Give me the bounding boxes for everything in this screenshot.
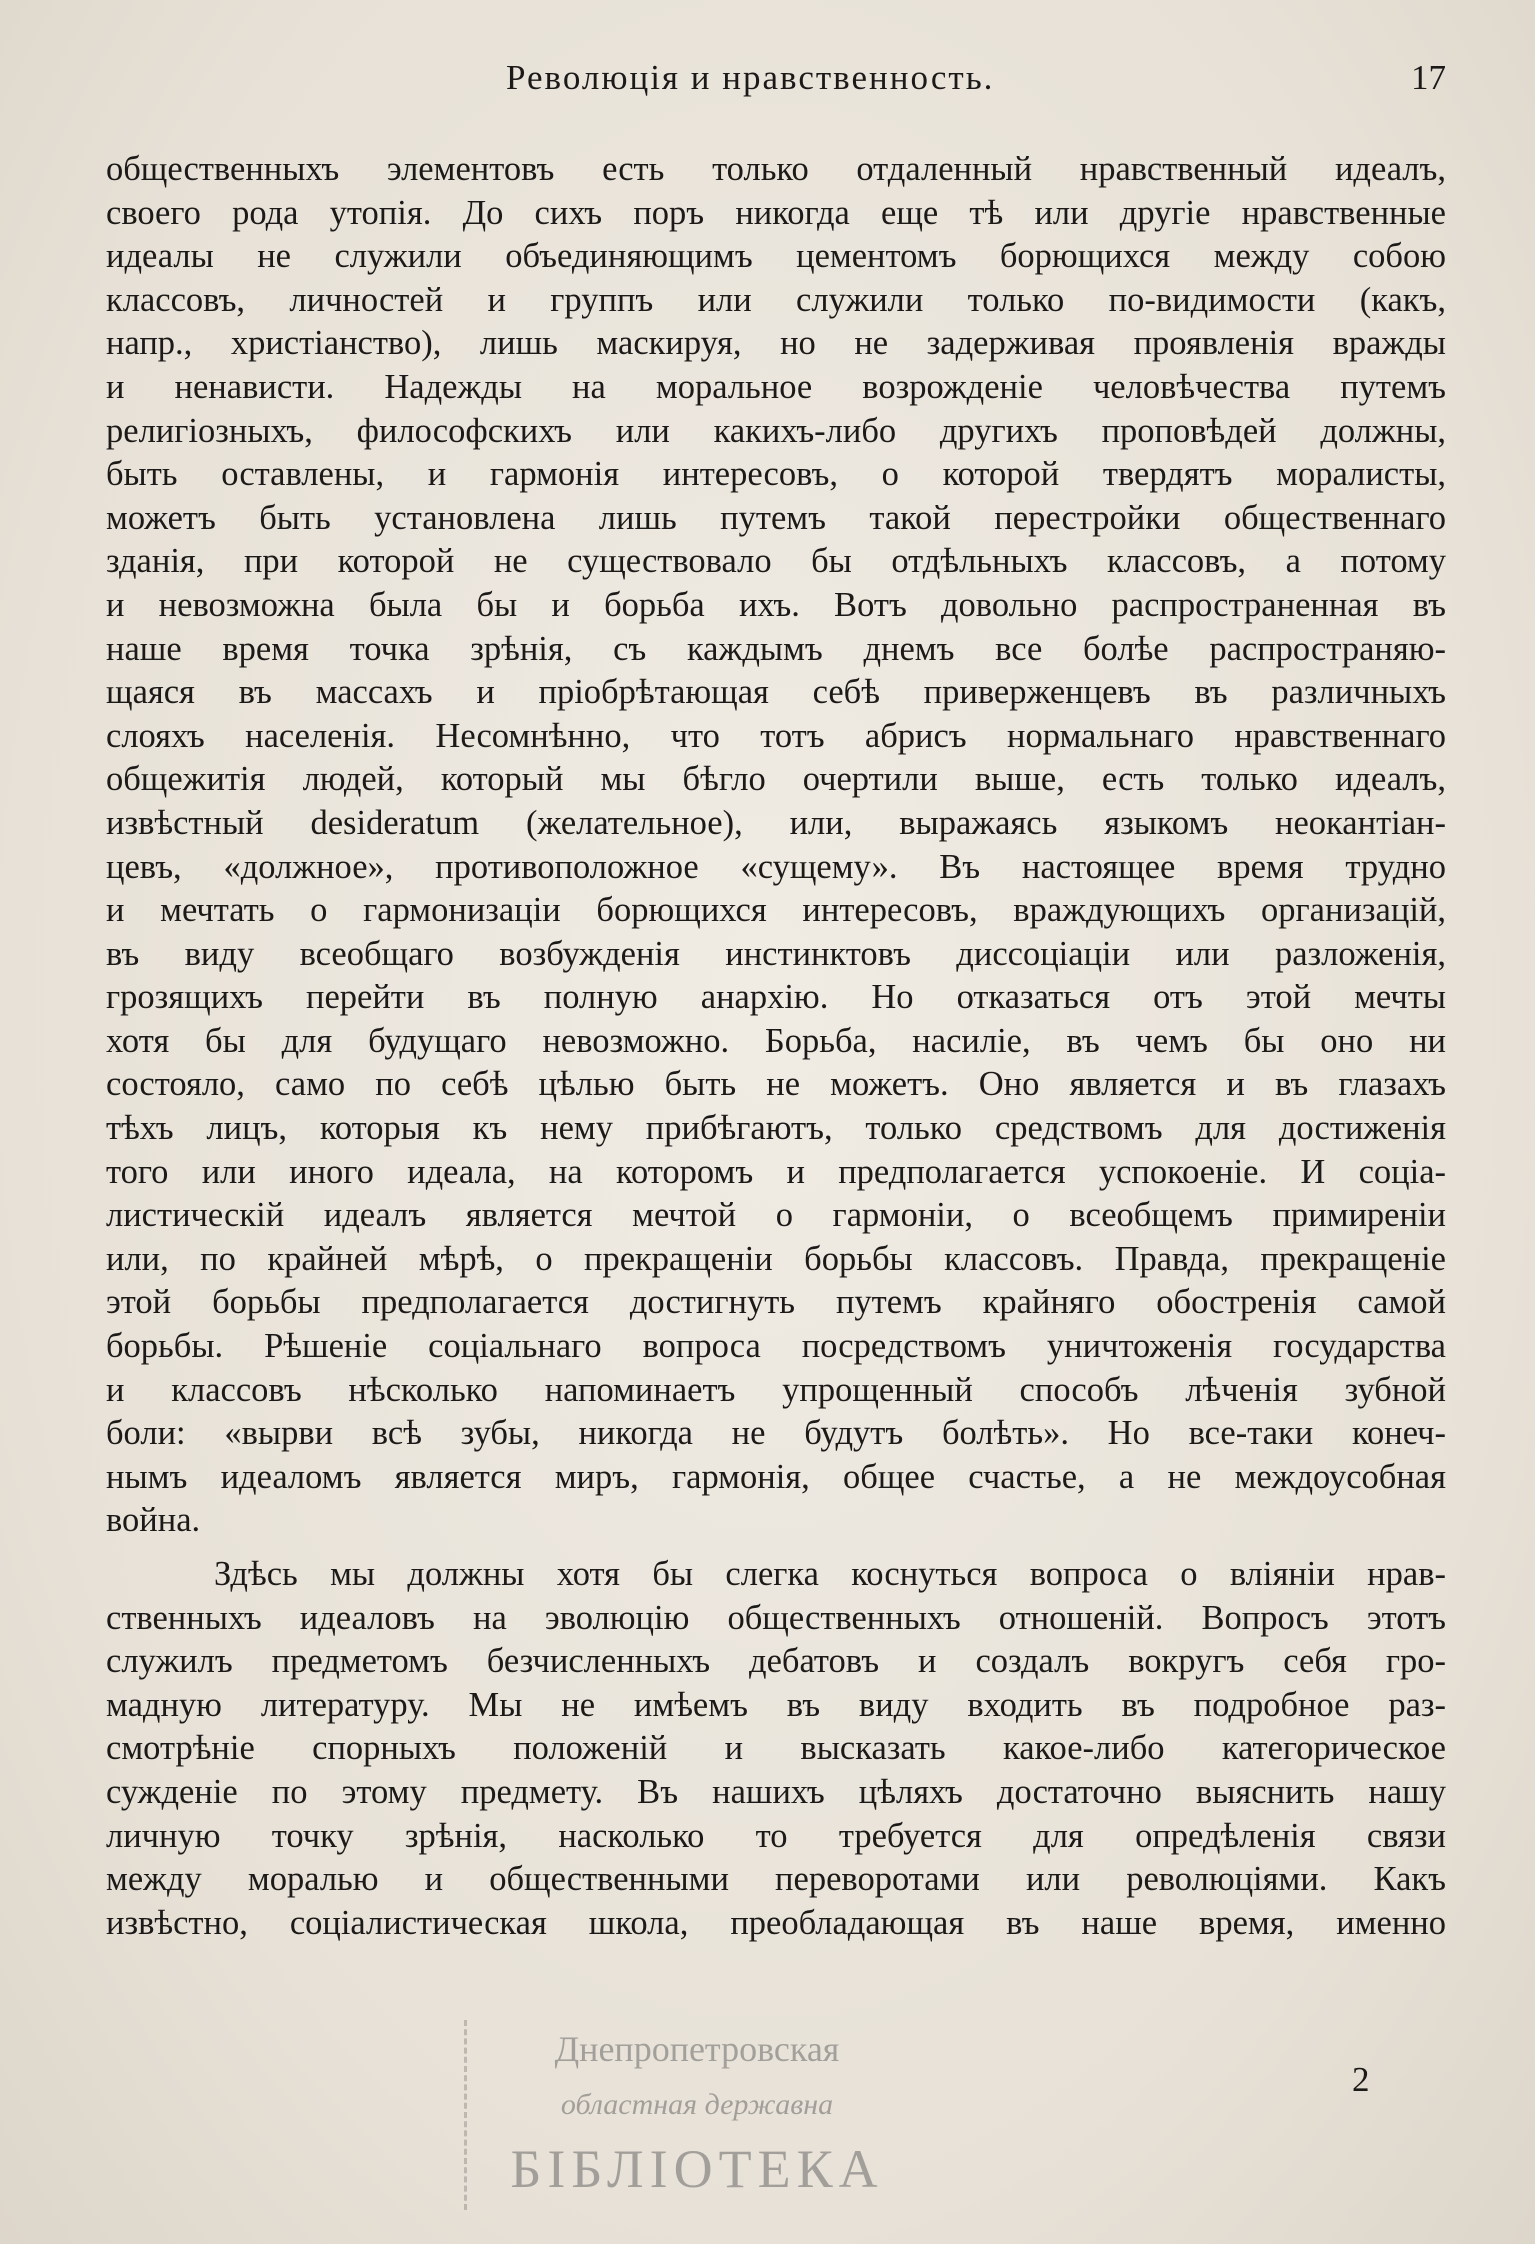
text-line: общественныхъ элементовъ есть только отдаленный нравственный идеалъ, <box>106 150 1446 188</box>
text-line: зданія, при которой не существовало бы отдѣльныхъ классовъ, а потому <box>106 542 1446 581</box>
running-title: Революція и нравственность. <box>506 58 995 97</box>
text-line: этой борьбы предполагается достигнуть путемъ крайняго обостренія самой <box>106 1283 1446 1322</box>
text-line: извѣстно, соціалистическая школа, преобладающая въ наше время, именно <box>106 1903 1446 1942</box>
text-line: борьбы. Рѣшеніе соціальнаго вопроса посредствомъ уничтоженія государства <box>106 1327 1446 1366</box>
page-header <box>106 58 1446 108</box>
text-line: быть оставлены, и гармонія интересовъ, о которой твердятъ моралисты, <box>106 455 1446 494</box>
text-line: общежитія людей, который мы бѣгло очертили выше, есть только идеалъ, <box>106 760 1446 799</box>
text-line: извѣстный desideratum (желательное), или, выражаясь языкомъ неокантіан- <box>106 803 1446 842</box>
text-line: можетъ быть установлена лишь путемъ такой перестройки общественнаго <box>106 498 1446 537</box>
body-text <box>106 148 1446 1945</box>
text-line: состояло, само по себѣ цѣлью быть не можетъ. Оно является и въ глазахъ <box>106 1065 1446 1104</box>
text-line: хотя бы для будущаго невозможно. Борьба, насиліе, въ чемъ бы оно ни <box>106 1021 1446 1060</box>
text-line: наше время точка зрѣнія, съ каждымъ днемъ все болѣе распространяю- <box>106 629 1446 668</box>
stamp-line: Днепропетровская <box>554 2029 840 2069</box>
stamp-line: областная державна <box>560 2088 834 2121</box>
text-line: классовъ, личностей и группъ или служили только по-видимости (какъ, <box>106 280 1446 319</box>
text-line: и мечтать о гармонизаціи борющихся интересовъ, враждующихъ организацій, <box>106 891 1446 930</box>
text-line: и ненависти. Надежды на моральное возрожденіе человѣчества путемъ <box>106 367 1446 406</box>
text-line: мадную литературу. Мы не имѣемъ въ виду входить въ подробное раз- <box>106 1685 1446 1724</box>
text-line: въ виду всеобщаго возбужденія инстинктовъ диссоціаціи или разложенія, <box>106 934 1446 973</box>
text-line: между моралью и общественными переворотами или революціями. Какъ <box>106 1860 1446 1899</box>
paragraph-gap <box>106 1543 1446 1553</box>
text-line: Здѣсь мы должны хотя бы слегка коснуться вопроса о вліяніи нрав- <box>214 1555 1446 1593</box>
text-line: цевъ, «должное», противоположное «сущему». Въ настоящее время трудно <box>106 847 1446 886</box>
text-line: личную точку зрѣнія, насколько то требуется для опредѣленія связи <box>106 1816 1446 1855</box>
text-line: и классовъ нѣсколько напоминаетъ упрощенный способъ лѣченія зубной <box>106 1370 1446 1409</box>
text-line: война. <box>106 1501 201 1540</box>
text-line: боли: «вырви всѣ зубы, никогда не будутъ болѣть». Но все-таки конеч- <box>106 1414 1446 1453</box>
text-line: тѣхъ лицъ, которыя къ нему прибѣгаютъ, только средствомъ для достиженія <box>106 1109 1446 1148</box>
text-line: того или иного идеала, на которомъ и предполагается успокоеніе. И соціа- <box>106 1152 1446 1191</box>
text-line: напр., христіанство), лишь маскируя, но не задерживая проявленія вражды <box>106 324 1446 363</box>
signature-number: 2 <box>1352 2060 1370 2099</box>
text-line: слояхъ населенія. Несомнѣнно, что тотъ абрисъ нормальнаго нравственнаго <box>106 716 1446 755</box>
page-number: 17 <box>1411 58 1446 97</box>
text-line: и невозможна была бы и борьба ихъ. Вотъ довольно распространенная въ <box>106 585 1446 624</box>
paragraph-1 <box>106 148 1446 1543</box>
text-line: ственныхъ идеаловъ на эволюцію общественныхъ отношеній. Вопросъ этотъ <box>106 1598 1446 1637</box>
stamp-line: БІБЛІОТЕКА <box>510 2139 884 2199</box>
text-line: своего рода утопія. До сихъ поръ никогда еще тѣ или другіе нравственные <box>106 193 1446 232</box>
text-line: религіозныхъ, философскихъ или какихъ-либо другихъ проповѣдей должны, <box>106 411 1446 450</box>
text-line: идеалы не служили объединяющимъ цементомъ борющихся между собою <box>106 237 1446 276</box>
paragraph-2 <box>106 1553 1446 1945</box>
text-line: сужденіе по этому предмету. Въ нашихъ цѣляхъ достаточно выяснить нашу <box>106 1772 1446 1811</box>
text-line: грозящихъ перейти въ полную анархію. Но отказаться отъ этой мечты <box>106 978 1446 1017</box>
text-line: листическій идеалъ является мечтой о гармоніи, о всеобщемъ примиреніи <box>106 1196 1446 1235</box>
text-line: щаяся въ массахъ и пріобрѣтающая себѣ приверженцевъ въ различныхъ <box>106 673 1446 712</box>
text-line: или, по крайней мѣрѣ, о прекращеніи борьбы классовъ. Правда, прекращеніе <box>106 1239 1446 1278</box>
library-stamp <box>464 2020 927 2210</box>
text-line: нымъ идеаломъ является миръ, гармонія, общее счастье, а не междоусобная <box>106 1457 1446 1496</box>
text-line: служилъ предметомъ безчисленныхъ дебатовъ и создалъ вокругъ себя гро- <box>106 1642 1446 1681</box>
text-line: смотрѣніе спорныхъ положеній и высказать какое-либо категорическое <box>106 1729 1446 1768</box>
